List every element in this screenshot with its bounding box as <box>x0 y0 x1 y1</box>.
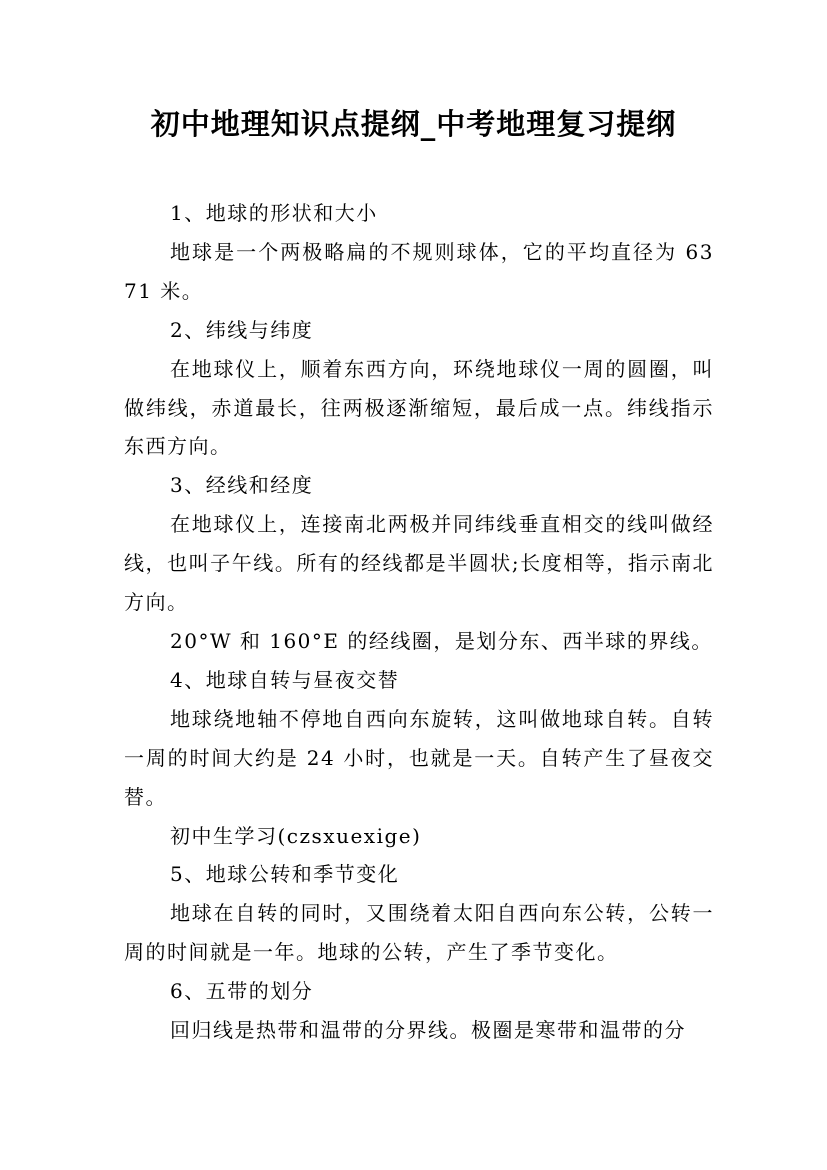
paragraph-rotation: 地球绕地轴不停地自西向东旋转，这叫做地球自转。自转一周的时间大约是 24 小时，也就是一天。自转产生了昼夜交替。 <box>124 706 714 809</box>
paragraph-revolution: 地球在自转的同时，又围绕着太阳自西向东公转，公转一周的时间就是一年。地球的公转，产生了季节变化。 <box>124 901 714 965</box>
section-heading-five-zones: 6、五带的划分 <box>170 979 314 1004</box>
document-title: 初中地理知识点提纲_中考地理复习提纲 <box>150 107 677 141</box>
section-heading-rotation: 4、地球自转与昼夜交替 <box>170 667 400 692</box>
paragraph-source-note: 初中生学习(czsxuexige) <box>170 823 422 848</box>
paragraph-latitude: 在地球仪上，顺着东西方向，环绕地球仪一周的圆圈，叫做纬线，赤道最长，往两极逐渐缩短，最后成一点。纬线指示东西方向。 <box>124 356 714 459</box>
paragraph-hemisphere-boundary: 20°W 和 160°E 的经线圈，是划分东、西半球的界线。 <box>170 628 713 653</box>
section-heading-shape-size: 1、地球的形状和大小 <box>170 201 378 225</box>
document-body <box>124 194 714 1050</box>
paragraph-five-zones: 回归线是热带和温带的分界线。极圈是寒带和温带的分 <box>170 1018 686 1043</box>
section-heading-revolution: 5、地球公转和季节变化 <box>170 862 400 887</box>
section-heading-longitude: 3、经线和经度 <box>170 473 314 498</box>
section-heading-latitude: 2、纬线与纬度 <box>170 317 314 342</box>
paragraph-earth-shape: 地球是一个两极略扁的不规则球体，它的平均直径为 6371 米。 <box>124 239 714 303</box>
paragraph-longitude: 在地球仪上，连接南北两极并同纬线垂直相交的线叫做经线，也叫子午线。所有的经线都是半圆状;长度相等，指示南北方向。 <box>124 512 714 615</box>
